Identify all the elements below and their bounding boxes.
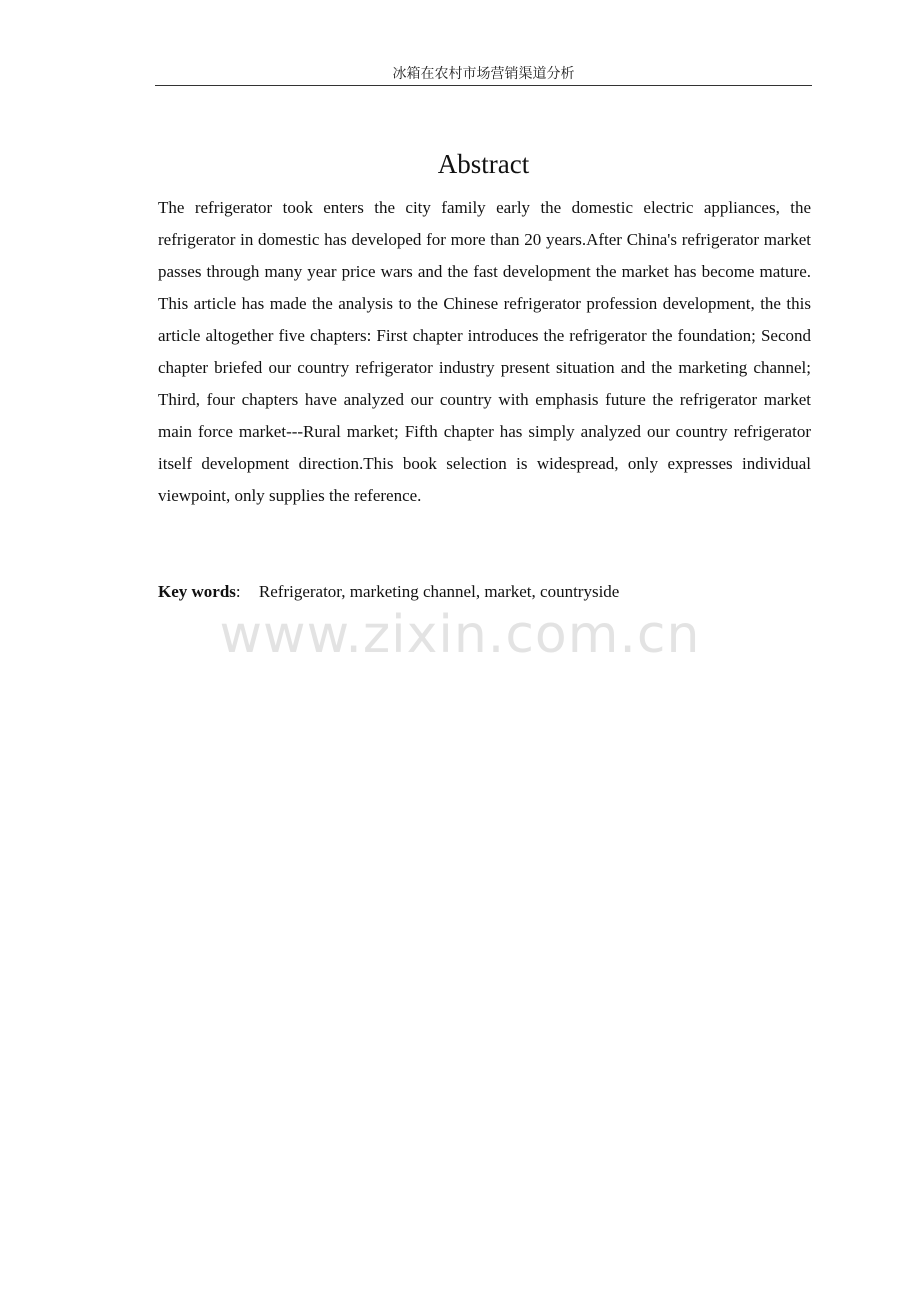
header-rule: [155, 85, 812, 86]
keywords-separator: :: [235, 582, 241, 601]
running-header: 冰箱在农村市场营销渠道分析: [392, 66, 575, 82]
abstract-body: The refrigerator took enters the city family early the domestic electric appliances, the refrigerator in domestic has developed for more than 20 years.After China's refrigerator market passes through many year price wars and the fast development the market has become mature. This article has made the analysis to the Chinese refrigerator profession development, the this article altogether five chapters: First chapter introduces the refrigerator the foundation; Second chapter briefed our country refrigerator industry present situation and the marketing channel; Third, four chapters have analyzed our country with emphasis future the refrigerator market main force market---Rural market; Fifth chapter has simply analyzed our country refrigerator itself development direction.This book selection is widespread, only expresses individual viewpoint, only supplies the reference.: [158, 198, 811, 505]
keywords-text: Refrigerator, marketing channel, market, countryside: [258, 582, 620, 601]
keywords-label: Key words: [158, 582, 236, 601]
abstract-title: Abstract: [437, 149, 530, 179]
watermark: www.zixin.com.cn: [219, 605, 701, 665]
